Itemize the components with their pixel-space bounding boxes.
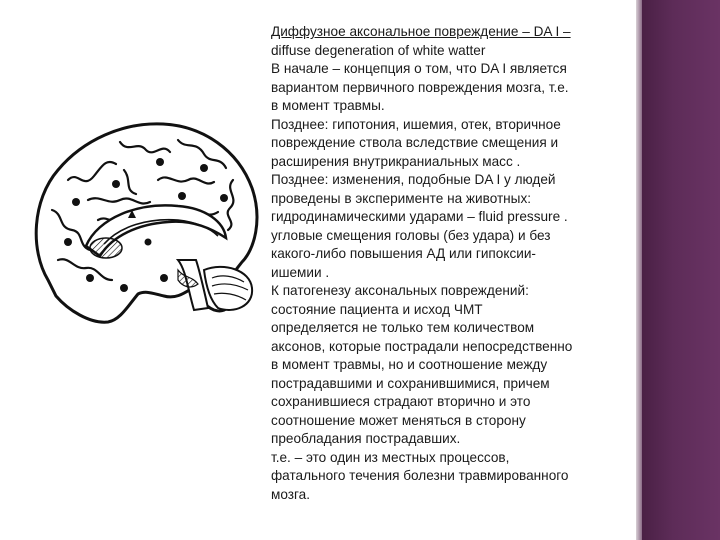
text-line: угловые смещения головы (без удара) и без	[271, 227, 551, 243]
text-line: вариантом первичного повреждения мозга, т.е.	[271, 79, 569, 95]
text-line: пострадавшими и сохранившимися, причем	[271, 375, 550, 391]
text-line: расширения внутрикраниальных масс .	[271, 153, 521, 169]
text-line: соотношение может меняться в сторону	[271, 412, 526, 428]
text-line: фатального течения болезни травмированного	[271, 468, 569, 483]
text-line: преобладания пострадавших.	[271, 431, 461, 446]
text-line: сохранившиеся страдают вторично и это	[271, 394, 531, 409]
text-line: аксонов, которые пострадали непосредственно	[271, 338, 573, 354]
brain-sagittal-illustration	[28, 110, 263, 340]
text-line: Позднее: гипотония, ишемия, отек, вторичное	[271, 116, 561, 132]
text-line: В начале – концепция о том, что DA I является	[271, 61, 567, 76]
text-line: ишемии .	[271, 264, 330, 280]
text-line: Позднее: изменения, подобные DA I у людей	[271, 172, 556, 187]
text-line: в момент травмы.	[271, 98, 385, 113]
text-line: мозга.	[271, 486, 310, 502]
slide-title-line: Диффузное аксональное повреждение – DA I –	[271, 24, 571, 39]
text-line: в момент травмы, но и соотношение между	[271, 357, 548, 372]
text-line: гидродинамическими ударами – fluid pressure .	[271, 209, 568, 224]
text-line: К патогенезу аксональных повреждений:	[271, 283, 529, 298]
text-line: diffuse degeneration of white watter	[271, 42, 486, 58]
text-line: т.е. – это один из местных процессов,	[271, 449, 510, 465]
text-line: проведены в эксперименте на животных:	[271, 190, 532, 206]
slide-text-block	[271, 23, 633, 504]
text-line: повреждение ствола вследствие смещения и	[271, 135, 559, 150]
decorative-side-band	[642, 0, 720, 540]
text-line: состояние пациента и исход ЧМТ	[271, 301, 483, 317]
text-line: какого-либо повышения АД или гипоксии-	[271, 246, 536, 261]
text-line: определяется не только тем количеством	[271, 320, 535, 335]
